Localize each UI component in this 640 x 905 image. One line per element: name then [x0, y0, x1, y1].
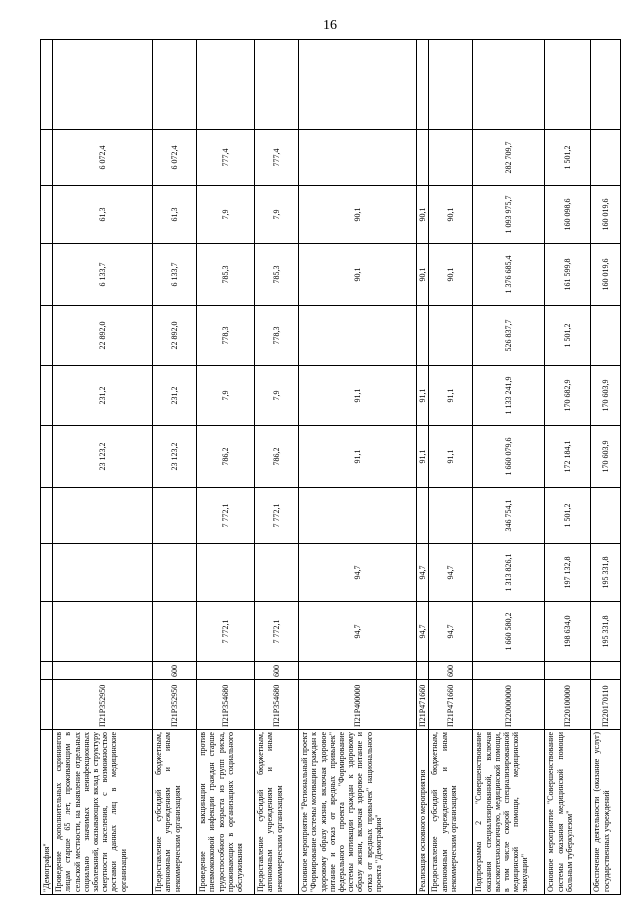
target-article-cell: П21Р400000 [299, 680, 417, 730]
amount-cell: 231,2 [53, 366, 153, 426]
amount-cell: 1 501,2 [545, 306, 591, 366]
amount-cell: 94,7 [429, 602, 473, 662]
amount-cell [417, 40, 429, 130]
amount-cell: 785,3 [255, 244, 299, 306]
amount-cell: 90,1 [417, 244, 429, 306]
amount-cell: 170 682,9 [545, 366, 591, 426]
amount-cell: 1 376 685,4 [473, 244, 545, 306]
table-row [53, 40, 153, 895]
amount-cell [41, 186, 53, 244]
amount-cell [299, 130, 417, 186]
table-row [417, 40, 429, 895]
table-row [255, 40, 299, 895]
row-name-cell: Проведение дополнительных скринингов лицам старше 65 лет, проживающим в сельской местности, на выявление отдельных социально значимых неинфекционных заболеваний, оказывающих вклад в структуру смертности населения, с возможностью доставки данных лиц в медицинские организации [53, 730, 153, 895]
row-name-cell: Реализация основного мероприятия [417, 730, 429, 895]
amount-cell [429, 306, 473, 366]
row-name-cell: Основное мероприятие "Совершенствование системы оказания медицинской помощи больным туберкулезом" [545, 730, 591, 895]
amount-cell: 61,3 [153, 186, 197, 244]
table-row [429, 40, 473, 895]
amount-cell: 785,3 [197, 244, 255, 306]
amount-cell: 7 772,1 [255, 602, 299, 662]
amount-cell [429, 488, 473, 544]
amount-cell: 160 019,6 [591, 186, 621, 244]
amount-cell [417, 306, 429, 366]
amount-cell: 7 772,1 [197, 488, 255, 544]
amount-cell [429, 130, 473, 186]
amount-cell: 91,1 [299, 366, 417, 426]
amount-cell [197, 40, 255, 130]
amount-cell: 90,1 [299, 244, 417, 306]
amount-cell: 90,1 [417, 186, 429, 244]
amount-cell: 526 837,7 [473, 306, 545, 366]
row-name-cell: Предоставление субсидий бюджетным, автономным учреждениям и иным некоммерческим организациям [429, 730, 473, 895]
amount-cell: 91,1 [429, 426, 473, 488]
amount-cell: 197 132,8 [545, 544, 591, 602]
amount-cell: 777,4 [197, 130, 255, 186]
row-name-cell: Основное мероприятие "Региональный проект "Формирование системы мотивации граждан к здоровому образу жизни, включая здоровое питание и отказ от вредных привычек" федерального проекта "Формирование системы мотивации граждан к здоровому образу жизни, включая здоровое питание и отказ от вредных привычек" национального проекта "Демография" [299, 730, 417, 895]
amount-cell [255, 40, 299, 130]
table-row [299, 40, 417, 895]
amount-cell: 7 772,1 [197, 602, 255, 662]
amount-cell [591, 40, 621, 130]
amount-cell: 91,1 [429, 366, 473, 426]
table-row [473, 40, 545, 895]
amount-cell [41, 306, 53, 366]
row-name-cell: Предоставление субсидий бюджетным, автономным учреждениям и иным некоммерческим организациям [255, 730, 299, 895]
amount-cell [53, 40, 153, 130]
amount-cell: 22 892,0 [153, 306, 197, 366]
amount-cell: 1 313 826,1 [473, 544, 545, 602]
amount-cell [41, 426, 53, 488]
amount-cell: 778,3 [255, 306, 299, 366]
table-row [197, 40, 255, 895]
amount-cell [41, 544, 53, 602]
amount-cell: 231,2 [153, 366, 197, 426]
amount-cell [417, 130, 429, 186]
page-number: 16 [323, 18, 337, 33]
amount-cell [473, 40, 545, 130]
amount-cell: 1 660 079,6 [473, 426, 545, 488]
amount-cell: 282 709,7 [473, 130, 545, 186]
amount-cell: 23 123,2 [153, 426, 197, 488]
amount-cell: 6 072,4 [153, 130, 197, 186]
amount-cell: 90,1 [299, 186, 417, 244]
expense-type-cell: 600 [429, 662, 473, 680]
expense-type-cell [41, 662, 53, 680]
target-article-cell: П21Р352950 [53, 680, 153, 730]
expense-type-cell [197, 662, 255, 680]
amount-cell [429, 40, 473, 130]
amount-cell [299, 40, 417, 130]
target-article-cell [41, 680, 53, 730]
amount-cell [153, 488, 197, 544]
amount-cell: 1 133 241,9 [473, 366, 545, 426]
table-row [41, 40, 53, 895]
amount-cell: 94,7 [417, 544, 429, 602]
amount-cell [591, 306, 621, 366]
amount-cell: 786,2 [197, 426, 255, 488]
amount-cell: 22 892,0 [53, 306, 153, 366]
target-article-cell: П220170110 [591, 680, 621, 730]
table-row [153, 40, 197, 895]
amount-cell [53, 488, 153, 544]
expense-type-cell [53, 662, 153, 680]
amount-cell: 94,7 [299, 544, 417, 602]
amount-cell: 161 599,8 [545, 244, 591, 306]
amount-cell: 170 603,9 [591, 366, 621, 426]
amount-cell: 198 634,0 [545, 602, 591, 662]
amount-cell: 94,7 [417, 602, 429, 662]
target-article-cell: П220100000 [545, 680, 591, 730]
amount-cell: 90,1 [429, 244, 473, 306]
amount-cell: 160 019,6 [591, 244, 621, 306]
amount-cell [41, 602, 53, 662]
amount-cell: 90,1 [429, 186, 473, 244]
amount-cell: 7,9 [197, 186, 255, 244]
amount-cell: 91,1 [299, 426, 417, 488]
amount-cell: 172 184,1 [545, 426, 591, 488]
row-name-cell: Подпрограмма 2 "Совершенствование оказания специализированной, включая высокотехнологичную, медицинской помощи, в том числе скорой специализированной медицинской помощи, медицинской эвакуации" [473, 730, 545, 895]
amount-cell: 1 093 975,7 [473, 186, 545, 244]
amount-cell [53, 602, 153, 662]
target-article-cell: П21Р354680 [255, 680, 299, 730]
amount-cell: 7,9 [197, 366, 255, 426]
rotated-page-area [40, 40, 611, 895]
amount-cell [255, 544, 299, 602]
amount-cell: 160 098,6 [545, 186, 591, 244]
amount-cell: 1 660 580,2 [473, 602, 545, 662]
amount-cell: 786,2 [255, 426, 299, 488]
amount-cell [41, 40, 53, 130]
row-name-cell: Проведение вакцинации против пневмококковой инфекции граждан старше трудоспособного возраста из групп риска, проживающих в организациях социального обслуживания [197, 730, 255, 895]
amount-cell: 1 501,2 [545, 488, 591, 544]
amount-cell: 6 133,7 [53, 244, 153, 306]
amount-cell [153, 602, 197, 662]
amount-cell: 7,9 [255, 366, 299, 426]
target-article-cell: П21Р354680 [197, 680, 255, 730]
amount-cell [41, 244, 53, 306]
budget-table [40, 39, 621, 895]
amount-cell: 7,9 [255, 186, 299, 244]
amount-cell: 170 603,9 [591, 426, 621, 488]
table-row [545, 40, 591, 895]
amount-cell: 91,1 [417, 426, 429, 488]
amount-cell [545, 40, 591, 130]
amount-cell [591, 488, 621, 544]
target-article-cell: П21Р471660 [429, 680, 473, 730]
expense-type-cell [591, 662, 621, 680]
amount-cell [197, 544, 255, 602]
amount-cell: 1 501,2 [545, 130, 591, 186]
target-article-cell: П220000000 [473, 680, 545, 730]
expense-type-cell [545, 662, 591, 680]
budget-table-container [40, 40, 611, 895]
amount-cell: 61,3 [53, 186, 153, 244]
amount-cell: 91,1 [417, 366, 429, 426]
amount-cell [417, 488, 429, 544]
expense-type-cell [417, 662, 429, 680]
target-article-cell: П21Р471660 [417, 680, 429, 730]
amount-cell: 6 133,7 [153, 244, 197, 306]
expense-type-cell: 600 [153, 662, 197, 680]
amount-cell [299, 488, 417, 544]
table-row [591, 40, 621, 895]
row-name-cell: Обеспечение деятельности (оказание услуг) государственных учреждений [591, 730, 621, 895]
amount-cell [41, 366, 53, 426]
amount-cell: 94,7 [429, 544, 473, 602]
expense-type-cell [473, 662, 545, 680]
target-article-cell: П21Р352950 [153, 680, 197, 730]
amount-cell: 195 331,8 [591, 544, 621, 602]
amount-cell: 7 772,1 [255, 488, 299, 544]
amount-cell: 346 754,1 [473, 488, 545, 544]
amount-cell [41, 488, 53, 544]
amount-cell: 23 123,2 [53, 426, 153, 488]
amount-cell: 777,4 [255, 130, 299, 186]
amount-cell: 778,3 [197, 306, 255, 366]
amount-cell: 6 072,4 [53, 130, 153, 186]
amount-cell [299, 306, 417, 366]
amount-cell [153, 40, 197, 130]
expense-type-cell [299, 662, 417, 680]
row-name-cell: Предоставление субсидий бюджетным, автономным учреждениям и иным некоммерческим организациям [153, 730, 197, 895]
amount-cell: 195 331,8 [591, 602, 621, 662]
amount-cell [153, 544, 197, 602]
expense-type-cell: 600 [255, 662, 299, 680]
amount-cell [41, 130, 53, 186]
row-name-cell: "Демография" [41, 730, 53, 895]
amount-cell [53, 544, 153, 602]
amount-cell [591, 130, 621, 186]
amount-cell: 94,7 [299, 602, 417, 662]
